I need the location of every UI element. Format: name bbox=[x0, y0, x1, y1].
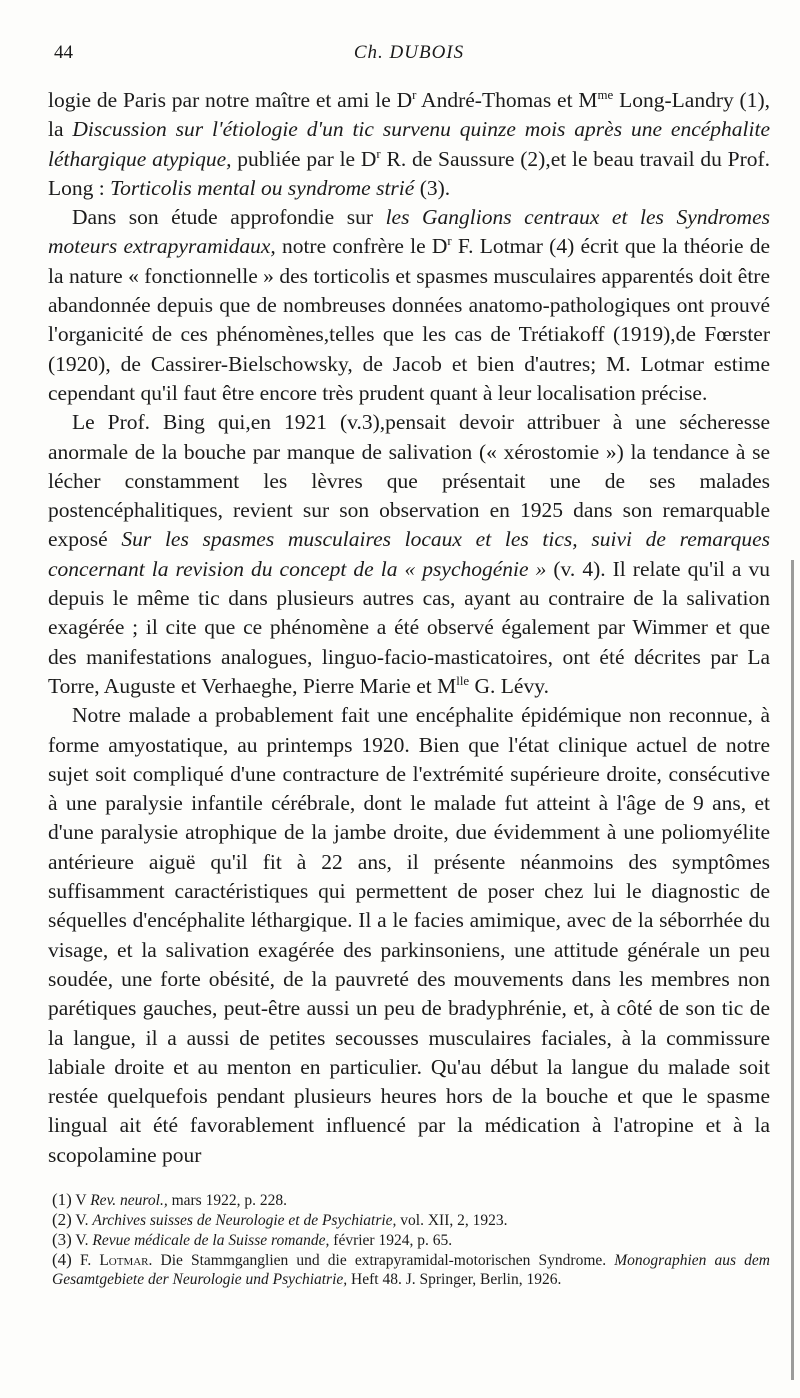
paragraph-1: logie de Paris par notre maître et ami le $D^r$ André-Thomas et $M^{me}$ Long-Landry (1), la Discussion sur l'étiologie d'un tic survenu quinze mois après une encéphalite léthargique atypique, publiée par le $D^r$ R. de Saussure (2),et le beau travail du Prof. Long : Torticolis mental ou syndrome strié (3). bbox=[48, 87, 771, 200]
paragraph-3: Le Prof. Bing qui,en 1921 (v.3),pensait devoir attribuer à une sécheresse anormale de la bouche par manque de salivation (« xérostomie ») la tendance à se lécher constamment les lèvres que présentait une de ses malades postencéphalitiques, revient sur son observation en 1925 dans son remarquable exposé Sur les spasmes musculaires locaux et les tics, suivi de remarques concernant la revision du concept de la « psychogénie » (v. 4). Il relate qu'il a vu depuis le même tic dans plusieurs autres cas, ayant au contraire de la salivation exagérée ; il cite que ce phénomène a été observé également par Wimmer et que des manifestations analogues, linguo-facio-masticatoires, ont été décrites par La Torre, Auguste et Verhaeghe, Pierre Marie et $M^{lle}$ G. Lévy. bbox=[48, 410, 771, 698]
footnote-4: (4) F. Lotmar. Die Stammganglien und die extrapyramidal-motorischen Syndrome. Monographien aus dem Gesamtgebiete der Neurologie und Psychiatrie, Heft 48. J. Springer, Berlin, 1926. bbox=[52, 1249, 770, 1288]
page-number: 44 bbox=[54, 42, 73, 63]
footnotes bbox=[48, 1190, 770, 1289]
paragraph-2: Dans son étude approfondie sur les Ganglions centraux et les Syndromes moteurs extrapyramidaux, notre confrère le $D^r$ F. Lotmar (4) écrit que la théorie de la nature « fonctionnelle » des torticolis et spasmes musculaires apparentés doit être abandonnée depuis que de nombreuses données anatomo-pathologiques ont prouvé l'organicité de ces phénomènes,telles que les cas de Trétiakoff (1919),de Fœrster (1920), de Cassirer-Bielschowsky, de Jacob et bien d'autres; M. Lotmar estime cependant qu'il faut être encore très prudent quant à leur localisation précise. bbox=[48, 205, 770, 405]
scan-edge-shadow bbox=[791, 560, 794, 1380]
document-page bbox=[48, 30, 770, 1289]
footnote-2: (2) V. Archives suisses de Neurologie et de Psychiatrie, vol. XII, 2, 1923. bbox=[52, 1209, 508, 1229]
body-text bbox=[48, 86, 770, 1170]
page-header bbox=[48, 30, 770, 64]
paragraph-4: Notre malade a probablement fait une encéphalite épidémique non reconnue, à forme amyostatique, au printemps 1920. Bien que l'état clinique actuel de notre sujet soit compliqué d'une contracture de l'extrémité supérieure droite, consécutive à une paralysie infantile cérébrale, dont le malade fut atteint à l'âge de 9 ans, et d'une paralysie atrophique de la jambe droite, due évidemment à une poliomyélite antérieure aiguë qu'il fit à 22 ans, il présente néanmoins des symptômes suffisamment caractéristiques qui permettent de poser chez lui le diagnostic de séquelles d'encéphalite léthargique. Il a le facies amimique, avec de la séborrhée du visage, et la salivation exagérée des parkinsoniens, une attitude générale un peu soudée, une forte obésité, de la pauvreté des mouvements dans les membres non parétiques gauches, peut-être aussi un peu de bradyphrénie, et, à côté de son tic de la langue, il a aussi de petites secousses musculaires faciales, à la commissure labiale droite et au menton en particulier. Qu'au début la langue du malade soit restée quelquefois pendant plusieurs heures hors de la bouche et que le spasme lingual ait été favorablement influencé par la médication à l'atropine et à la scopolamine pour bbox=[48, 703, 770, 1167]
running-title: Ch. DUBOIS bbox=[353, 42, 465, 63]
footnote-3: (3) V. Revue médicale de la Suisse romande, février 1924, p. 65. bbox=[52, 1229, 453, 1249]
footnote-1: (1) V Rev. neurol., mars 1922, p. 228. bbox=[52, 1189, 287, 1209]
